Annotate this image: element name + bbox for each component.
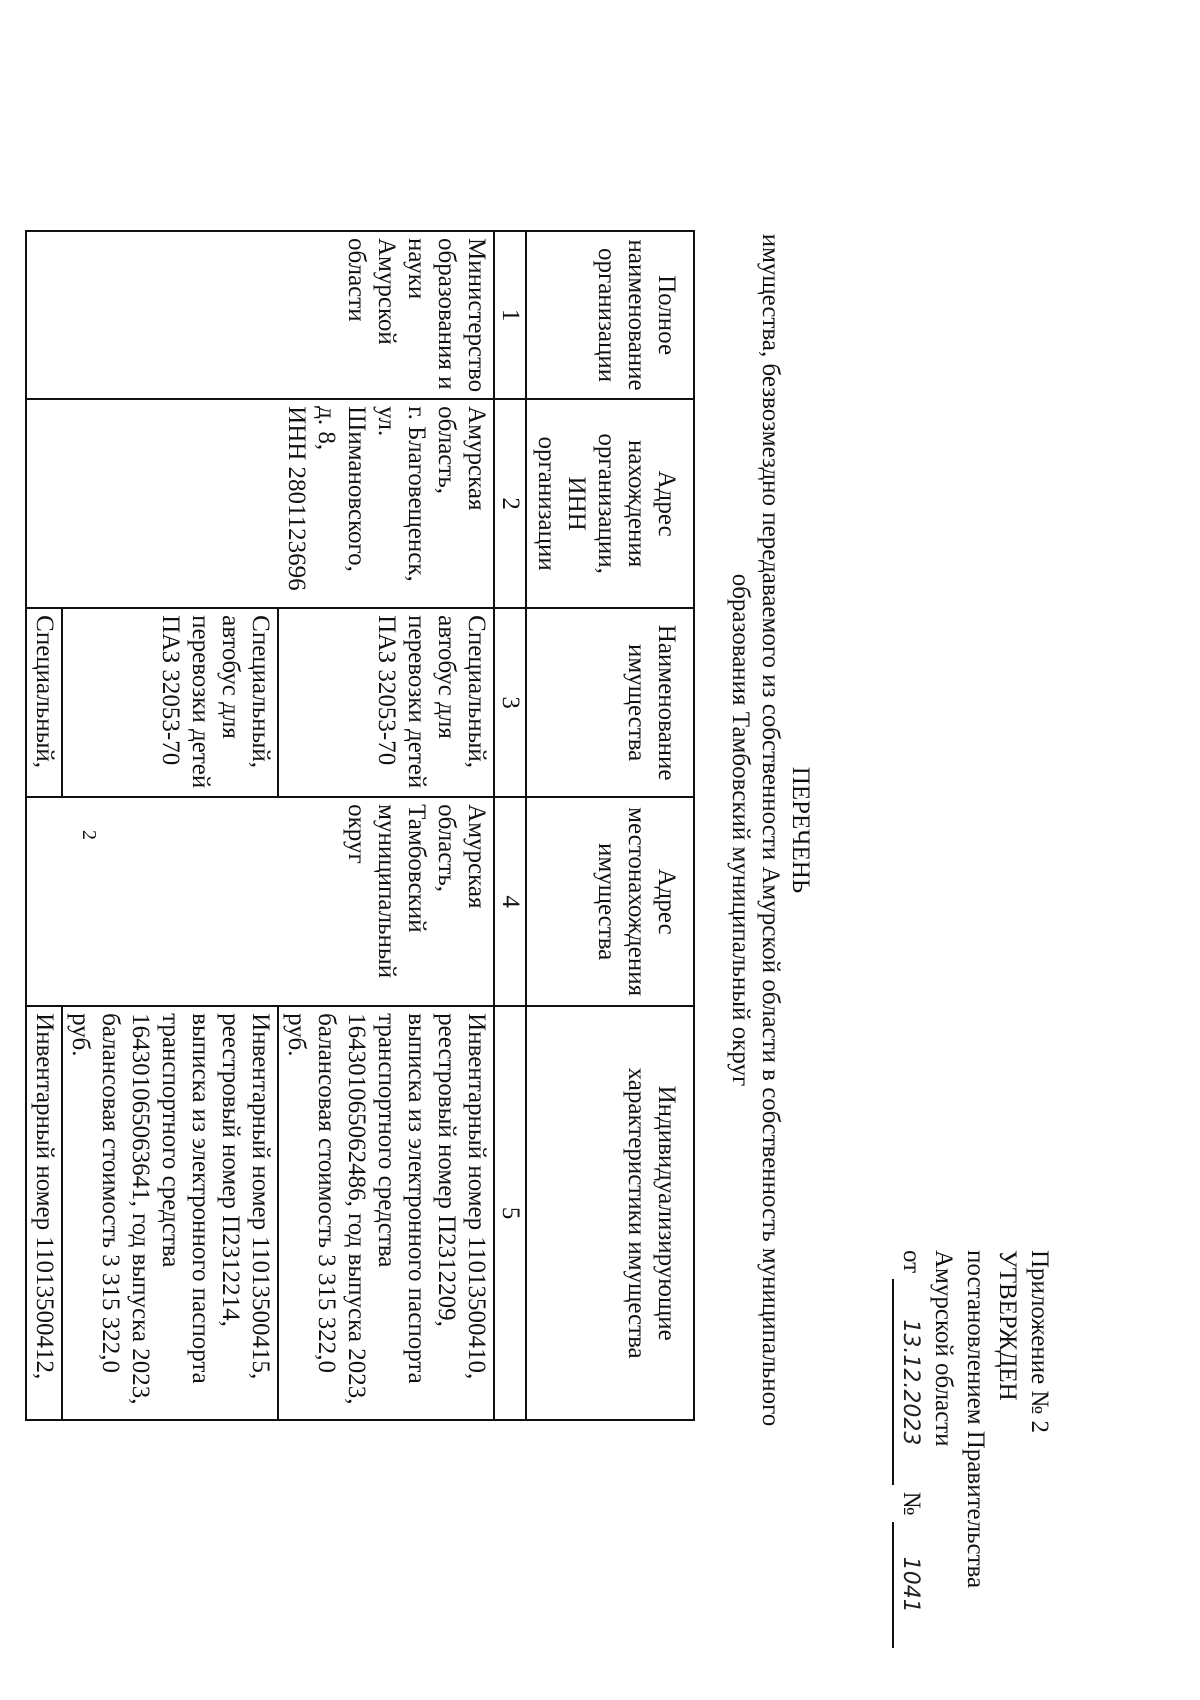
property-name-cell: Специальный, автобус для перевозки детей ПАЗ 32053-70 — [62, 608, 278, 797]
approved-label: УТВЕРЖДЕН — [994, 1250, 1021, 1401]
organization-address-cell: Амурская область, г. Благовещенск, ул. Шимановского, д. 8, ИНН 2801123696 — [26, 399, 494, 608]
number-prefix: № — [898, 1491, 925, 1516]
property-name-cell: Специальный, автобус для перевозки детей ПАЗ 32053-70 — [278, 608, 494, 797]
page-number: 2 — [78, 830, 100, 840]
column-number: 1 — [494, 231, 526, 399]
property-characteristics-cell: Инвентарный номер 11013500410, реестровый номер П2312209, выписка из электронного паспорта транспортного средства 164301065062486, год выпуска 2023, балансовая стоимость 3 315 322,0 руб. — [278, 1006, 494, 1420]
header-organization-name: Полное наименование организации — [526, 231, 694, 399]
document-title — [725, 200, 815, 1460]
table-header-row — [526, 231, 694, 1420]
annex-label: Приложение № 2 — [1026, 1250, 1053, 1434]
column-number: 4 — [494, 797, 526, 1006]
organization-name-cell: Министерство образования и науки Амурской области — [26, 231, 494, 399]
property-register-table — [25, 230, 695, 1421]
table-row — [278, 231, 494, 1420]
approval-date-number-line — [892, 1250, 927, 1648]
header-property-location: Адрес местонахождения имущества — [526, 797, 694, 1006]
approval-stamp-block — [892, 1250, 1055, 1648]
title-line-2: образования Тамбовский муниципальный округ — [727, 573, 754, 1087]
date-prefix: от — [898, 1250, 925, 1274]
property-characteristics-cell: Инвентарный номер 11013500415, реестровый номер П2312214, выписка из электронного паспорта транспортного средства 164301065063641, год выпуска 2023, балансовая стоимость 3 315 322,0 руб. — [62, 1006, 278, 1420]
approved-by-line: постановлением Правительства — [962, 1250, 989, 1589]
property-location-cell: Амурская область, Тамбовский муниципальный округ — [26, 797, 494, 1006]
property-name-cell: Специальный, — [26, 608, 62, 797]
column-number-row — [494, 231, 526, 1420]
header-property-characteristics: Индивидуализирующие характеристики имущества — [526, 1006, 694, 1420]
property-characteristics-cell: Инвентарный номер 11013500412, — [26, 1006, 62, 1420]
rotated-document-page — [31, 60, 1100, 1660]
column-number: 3 — [494, 608, 526, 797]
title-heading: ПЕРЕЧЕНЬ — [787, 766, 814, 894]
handwritten-number: 1041 — [892, 1522, 926, 1648]
title-line-1: имущества, безвозмездно передаваемого из собственности Амурской области в собственность муниципального — [757, 233, 784, 1427]
header-organization-address: Адрес нахождения организации, ИНН организации — [526, 399, 694, 608]
header-property-name: Наименование имущества — [526, 608, 694, 797]
handwritten-date: 13.12.2023 — [892, 1279, 926, 1485]
column-number: 2 — [494, 399, 526, 608]
approved-region: Амурской области — [930, 1250, 957, 1447]
column-number: 5 — [494, 1006, 526, 1420]
